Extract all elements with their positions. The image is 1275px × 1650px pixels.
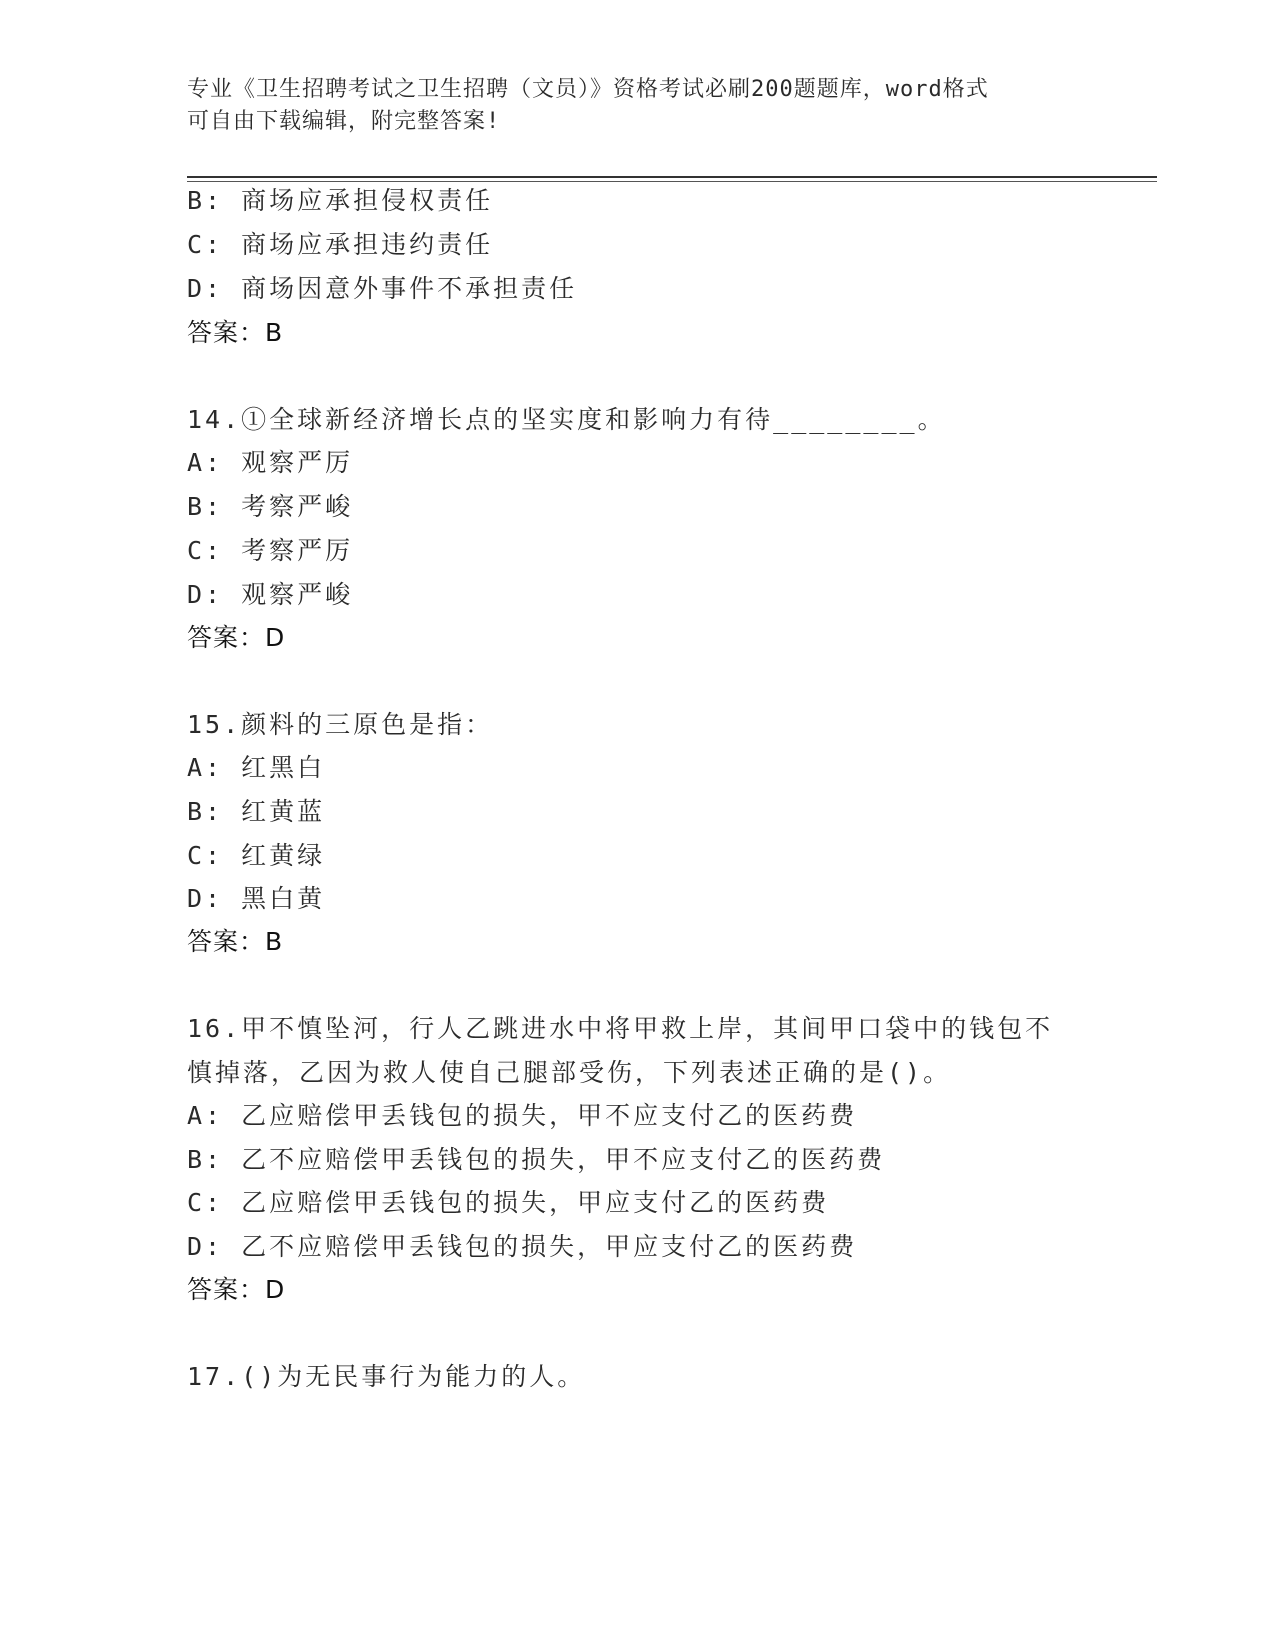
q15-option-a: A: 红黑白 <box>187 753 326 782</box>
q16-option-b: B: 乙不应赔偿甲丢钱包的损失，甲不应支付乙的医药费 <box>187 1145 886 1174</box>
header-line-1: 专业《卫生招聘考试之卫生招聘（文员）》资格考试必刷200题题库，word格式 <box>187 77 989 102</box>
page-header <box>187 74 1087 138</box>
header-line-2: 可自由下载编辑，附完整答案! <box>187 109 501 134</box>
q15-answer: 答案：B <box>187 927 284 956</box>
q16-option-c: C: 乙应赔偿甲丢钱包的损失，甲应支付乙的医药费 <box>187 1188 830 1217</box>
q17-stem: 17.()为无民事行为能力的人。 <box>187 1362 586 1391</box>
header-divider-thin <box>187 181 1157 182</box>
q13-answer: 答案：B <box>187 318 284 347</box>
q13-option-d: D: 商场因意外事件不承担责任 <box>187 274 578 303</box>
q15-stem: 15.颜料的三原色是指： <box>187 710 494 739</box>
q16-option-a: A: 乙应赔偿甲丢钱包的损失，甲不应支付乙的医药费 <box>187 1101 858 1130</box>
q16-stem-line-1: 16.甲不慎坠河，行人乙跳进水中将甲救上岸，其间甲口袋中的钱包不 <box>187 1014 1054 1043</box>
q15-option-d: D: 黑白黄 <box>187 884 326 913</box>
q14-option-d: D: 观察严峻 <box>187 580 354 609</box>
q14-option-c: C: 考察严厉 <box>187 536 354 565</box>
q14-stem: 14.①全球新经济增长点的坚实度和影响力有待________。 <box>187 405 946 434</box>
q13-option-b: B: 商场应承担侵权责任 <box>187 186 494 215</box>
q14-option-a: A: 观察严厉 <box>187 448 354 477</box>
q16-answer: 答案：D <box>187 1275 286 1304</box>
q15-option-b: B: 红黄蓝 <box>187 797 326 826</box>
q15-option-c: C: 红黄绿 <box>187 841 326 870</box>
q16-stem-line-2: 慎掉落，乙因为救人使自己腿部受伤，下列表述正确的是()。 <box>187 1058 952 1087</box>
q16-option-d: D: 乙不应赔偿甲丢钱包的损失，甲应支付乙的医药费 <box>187 1232 858 1261</box>
q14-answer: 答案：D <box>187 623 286 652</box>
q14-option-b: B: 考察严峻 <box>187 492 354 521</box>
q13-option-c: C: 商场应承担违约责任 <box>187 230 494 259</box>
header-divider-thick <box>187 176 1157 178</box>
